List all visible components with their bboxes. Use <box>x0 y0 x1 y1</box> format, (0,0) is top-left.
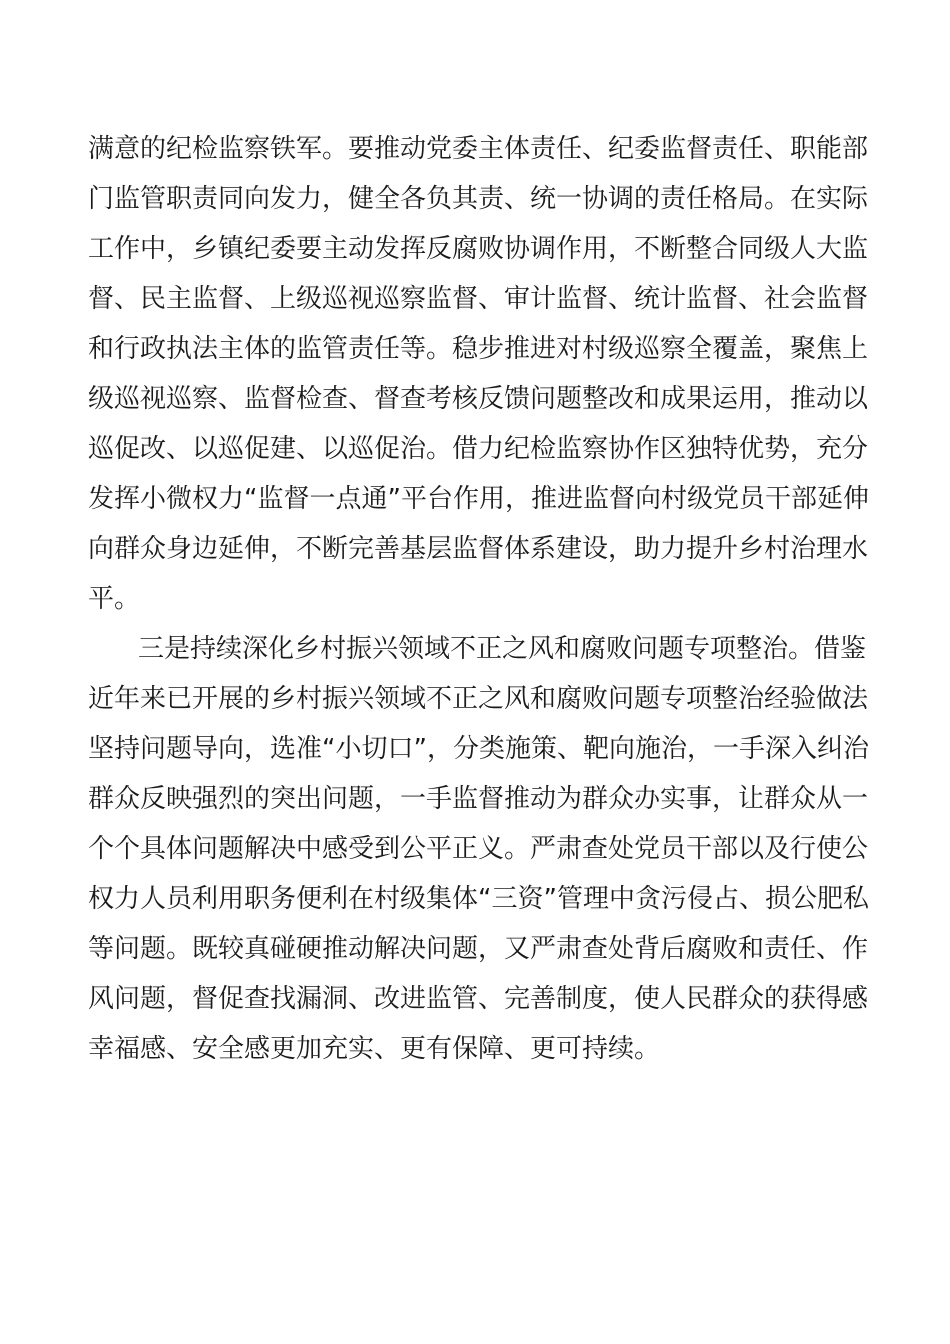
text-line: 等问题。既较真碰硬推动解决问题，又严肃查处背后腐败和责任、作 <box>88 934 869 964</box>
text-line: 向群众身边延伸，不断完善基层监督体系建设，助力提升乡村治理水 <box>88 534 869 564</box>
text-line: 三是持续深化乡村振兴领域不正之风和腐败问题专项整治。借鉴 <box>138 634 867 664</box>
text-line: 权力人员利用职务便利在村级集体“三资”管理中贪污侵占、损公肥私 <box>88 884 869 914</box>
text-line: 督、民主监督、上级巡视巡察监督、审计监督、统计监督、社会监督 <box>88 284 869 314</box>
text-line: 门监管职责同向发力，健全各负其责、统一协调的责任格局。在实际 <box>88 184 869 214</box>
text-line: 发挥小微权力“监督一点通”平台作用，推进监督向村级党员干部延伸 <box>88 484 869 514</box>
text-line: 风问题，督促查找漏洞、改进监管、完善制度，使人民群众的获得感 <box>88 984 869 1014</box>
text-line: 满意的纪检监察铁军。要推动党委主体责任、纪委监督责任、职能部 <box>88 134 869 164</box>
text-line: 级巡视巡察、监督检查、督查考核反馈问题整改和成果运用，推动以 <box>88 384 869 414</box>
text-line: 个个具体问题解决中感受到公平正义。严肃查处党员干部以及行使公 <box>88 834 869 864</box>
text-line: 幸福感、安全感更加充实、更有保障、更可持续。 <box>88 1034 661 1064</box>
text-line: 和行政执法主体的监管责任等。稳步推进对村级巡察全覆盖，聚焦上 <box>88 334 869 364</box>
text-line: 平。 <box>88 584 141 614</box>
text-line: 工作中，乡镇纪委要主动发挥反腐败协调作用，不断整合同级人大监 <box>88 234 869 264</box>
text-line: 坚持问题导向，选准“小切口”，分类施策、靶向施治，一手深入纠治 <box>88 734 869 764</box>
text-line: 巡促改、以巡促建、以巡促治。借力纪检监察协作区独特优势，充分 <box>88 434 869 464</box>
text-line: 近年来已开展的乡村振兴领域不正之风和腐败问题专项整治经验做法 <box>88 684 869 714</box>
text-line: 群众反映强烈的突出问题，一手监督推动为群众办实事，让群众从一 <box>88 784 869 814</box>
